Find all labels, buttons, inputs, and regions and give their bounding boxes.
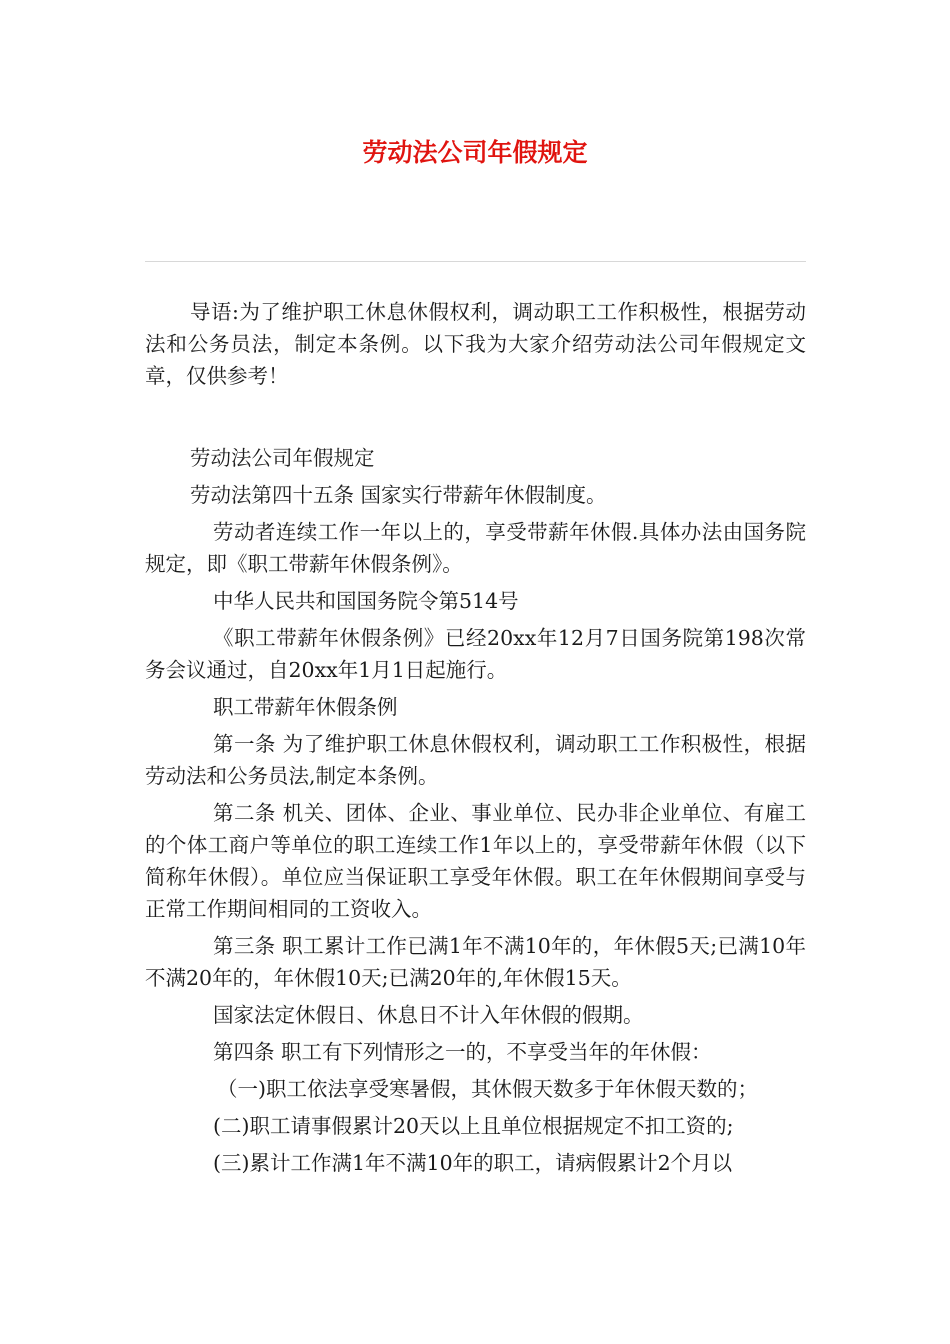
section-heading: 劳动法公司年假规定 <box>190 446 375 470</box>
list-item: (三)累计工作满1年不满10年的职工，请病假累计2个月以 <box>213 1151 733 1175</box>
paragraph: 劳动法第四十五条 国家实行带薪年休假制度。 <box>190 483 607 507</box>
document-body <box>145 296 806 1179</box>
paragraph: 中华人民共和国国务院令第514号 <box>213 589 519 613</box>
title-divider <box>145 261 806 262</box>
list-item: (二)职工请事假累计20天以上且单位根据规定不扣工资的; <box>213 1114 734 1138</box>
spacer <box>145 392 806 442</box>
paragraph: 职工带薪年休假条例 <box>213 695 398 719</box>
intro-paragraph: 导语:为了维护职工休息休假权利，调动职工工作积极性，根据劳动法和公务员法，制定本条例。以下我为大家介绍劳动法公司年假规定文章，仅供参考！ <box>145 300 806 388</box>
paragraph: 劳动者连续工作一年以上的，享受带薪年休假.具体办法由国务院规定，即《职工带薪年休假条例》。 <box>145 520 806 576</box>
article-3: 第三条 职工累计工作已满1年不满10年的，年休假5天;已满10年不满20年的，年休假10天;已满20年的,年休假15天。 <box>145 934 806 990</box>
article-1: 第一条 为了维护职工休息休假权利，调动职工工作积极性，根据劳动法和公务员法,制定本条例。 <box>145 732 806 788</box>
paragraph: 国家法定休假日、休息日不计入年休假的假期。 <box>213 1003 644 1027</box>
article-2: 第二条 机关、团体、企业、事业单位、民办非企业单位、有雇工的个体工商户等单位的职工连续工作1年以上的，享受带薪年休假（以下简称年休假）。单位应当保证职工享受年休假。职工在年休假期间享受与正常工作期间相同的工资收入。 <box>145 801 806 921</box>
article-4: 第四条 职工有下列情形之一的，不享受当年的年休假： <box>213 1040 712 1064</box>
document-title: 劳动法公司年假规定 <box>362 138 588 167</box>
paragraph: 《职工带薪年休假条例》已经20xx年12月7日国务院第198次常务会议通过，自20xx年1月1日起施行。 <box>145 626 806 682</box>
list-item: （一)职工依法享受寒暑假，其休假天数多于年休假天数的； <box>217 1077 758 1101</box>
